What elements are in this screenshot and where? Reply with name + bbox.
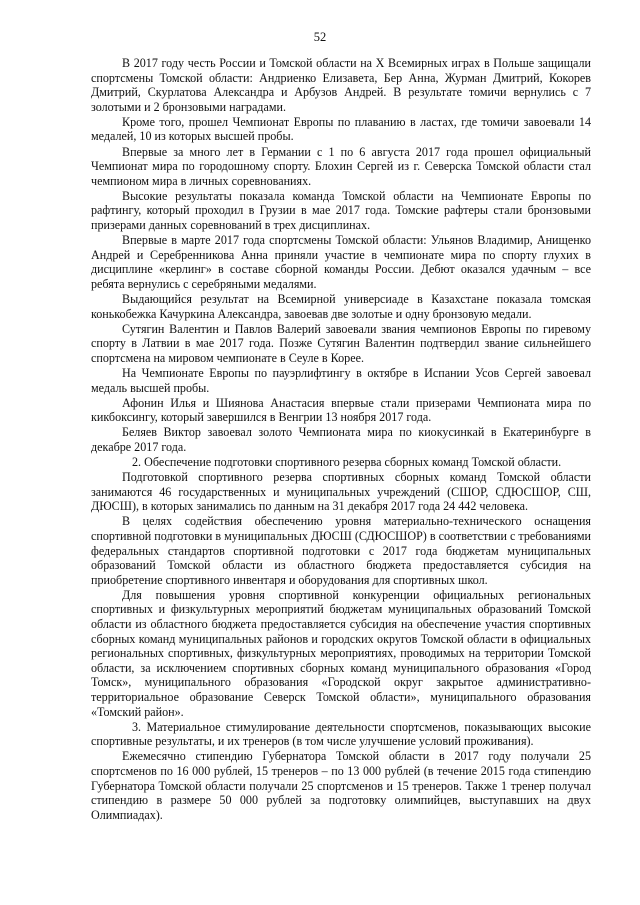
paragraph-governor-stipend: Ежемесячно стипендию Губернатора Томской области в 2017 году получали 25 спортсменов по 16 000 рублей, 15 тренеров – по 13 000 рублей (в течение 2015 года стипендию Губернатора Томской области получали 25 спортсменов и 15 тренеров. Также 1 тренер получал стипендию в размере 50 000 рублей за подготовку олимпийцев, выступавших на двух Олимпиадах). [91, 749, 591, 822]
page-number: 52 [313, 30, 327, 44]
paragraph-competition-subsidy: Для повышения уровня спортивной конкуренции официальных региональных спортивных и физкультурных мероприятий бюджетам муниципальных образований Томской области из областного бюджета предоставляется субсидия на обеспечение участия спортивных сборных команд муниципальных районов и городских округов Томской области в официальных региональных спортивных, физкультурных мероприятиях, проводимых на территории Томской области, за исключением спортивных сборных команд муниципального образования «Город Томск», муниципального образования «Городской округ закрытое административно-территориальное образование Северск Томской области», муниципального образования «Томский район». [91, 587, 591, 719]
section-heading-incentives: 3. Материальное стимулирование деятельности спортсменов, показывающих высокие спортивные результаты, и их тренеров (в том числе улучшение условий проживания). [91, 719, 591, 749]
paragraph-powerlifting: На Чемпионате Европы по пауэрлифтингу в октябре в Испании Усов Сергей завоевал медаль высшей пробы. [91, 365, 591, 395]
paragraph-kickboxing: Афонин Илья и Шиянова Анастасия впервые стали призерами Чемпионата мира по кикбоксингу, который завершился в Венгрии 13 ноября 2017 года. [91, 395, 591, 425]
paragraph-universiade: Выдающийся результат на Всемирной универсиаде в Казахстане показала томская конькобежка Качуркина Александра, завоевав две золотые и одну бронзовую медали. [91, 292, 591, 321]
paragraph-rafting: Высокие результаты показала команда Томской области на Чемпионате Европы по рафтингу, который проходил в Грузии в мае 2017 года. Томские рафтеры стали бронзовыми призерами данных соревнований в трех дисциплинах. [91, 188, 591, 233]
paragraph-deaf-curling: Впервые в марте 2017 года спортсмены Томской области: Ульянов Владимир, Анищенко Андрей и Серебренникова Анна приняли участие в чемпионате мира по спорту глухих в дисциплине «керлинг» в составе сборной команды России. Дебют оказался удачным – все ребята вернулись с серебряными медалями. [91, 233, 591, 291]
paragraph-kyokushin: Беляев Виктор завоевал золото Чемпионата мира по киокусинкай в Екатеринбурге в декабре 2017 года. [91, 425, 591, 454]
section-heading-sports-reserve: 2. Обеспечение подготовки спортивного резерва сборных команд Томской области. [132, 455, 562, 470]
paragraph-sports-schools: Подготовкой спортивного резерва спортивных сборных команд Томской области занимаются 46 государственных и муниципальных учреждений (СШОР, СДЮСШОР, СШ, ДЮСШ), в которых занимались по данным на 31 декабря 2017 года 24 442 человека. [91, 470, 591, 514]
paragraph-world-games: В 2017 году честь России и Томской области на X Всемирных играх в Польше защищали спортсмены Томской области: Андриенко Елизавета, Бер Анна, Журман Дмитрий, Кокорев Дмитрий, Скурлатова Александра и Арбузов Андрей. В результате томичи вернулись с 7 золотыми и 2 бронзовыми наградами. [91, 56, 591, 114]
paragraph-kettlebell: Сутягин Валентин и Павлов Валерий завоевали звания чемпионов Европы по гиревому спорту в Латвии в мае 2017 года. Позже Сутягин Валентин подтвердил звание сильнейшего спортсмена на мировом чемпионате в Сеуле в Корее. [91, 321, 591, 365]
paragraph-fin-swimming: Кроме того, прошел Чемпионат Европы по плаванию в ластах, где томичи завоевали 14 медалей, 10 из которых высшей пробы. [91, 114, 591, 144]
document-body [91, 56, 591, 823]
paragraph-gorodki: Впервые за много лет в Германии с 1 по 6 августа 2017 года прошел официальный Чемпионат мира по городошному спорту. Блохин Сергей из г. Северска Томской области стал чемпионом мира в личных соревнованиях. [91, 144, 591, 188]
paragraph-equipment-subsidy: В целях содействия обеспечению уровня материально-технического оснащения спортивной подготовки в муниципальных ДЮСШ (СДЮСШОР) в соответствии с требованиями федеральных стандартов спортивной подготовки с 2017 года бюджетам муниципальных образований Томской области из областного бюджета предоставляется субсидия на приобретение спортивного инвентаря и оборудования для спортивных школ. [91, 514, 591, 587]
